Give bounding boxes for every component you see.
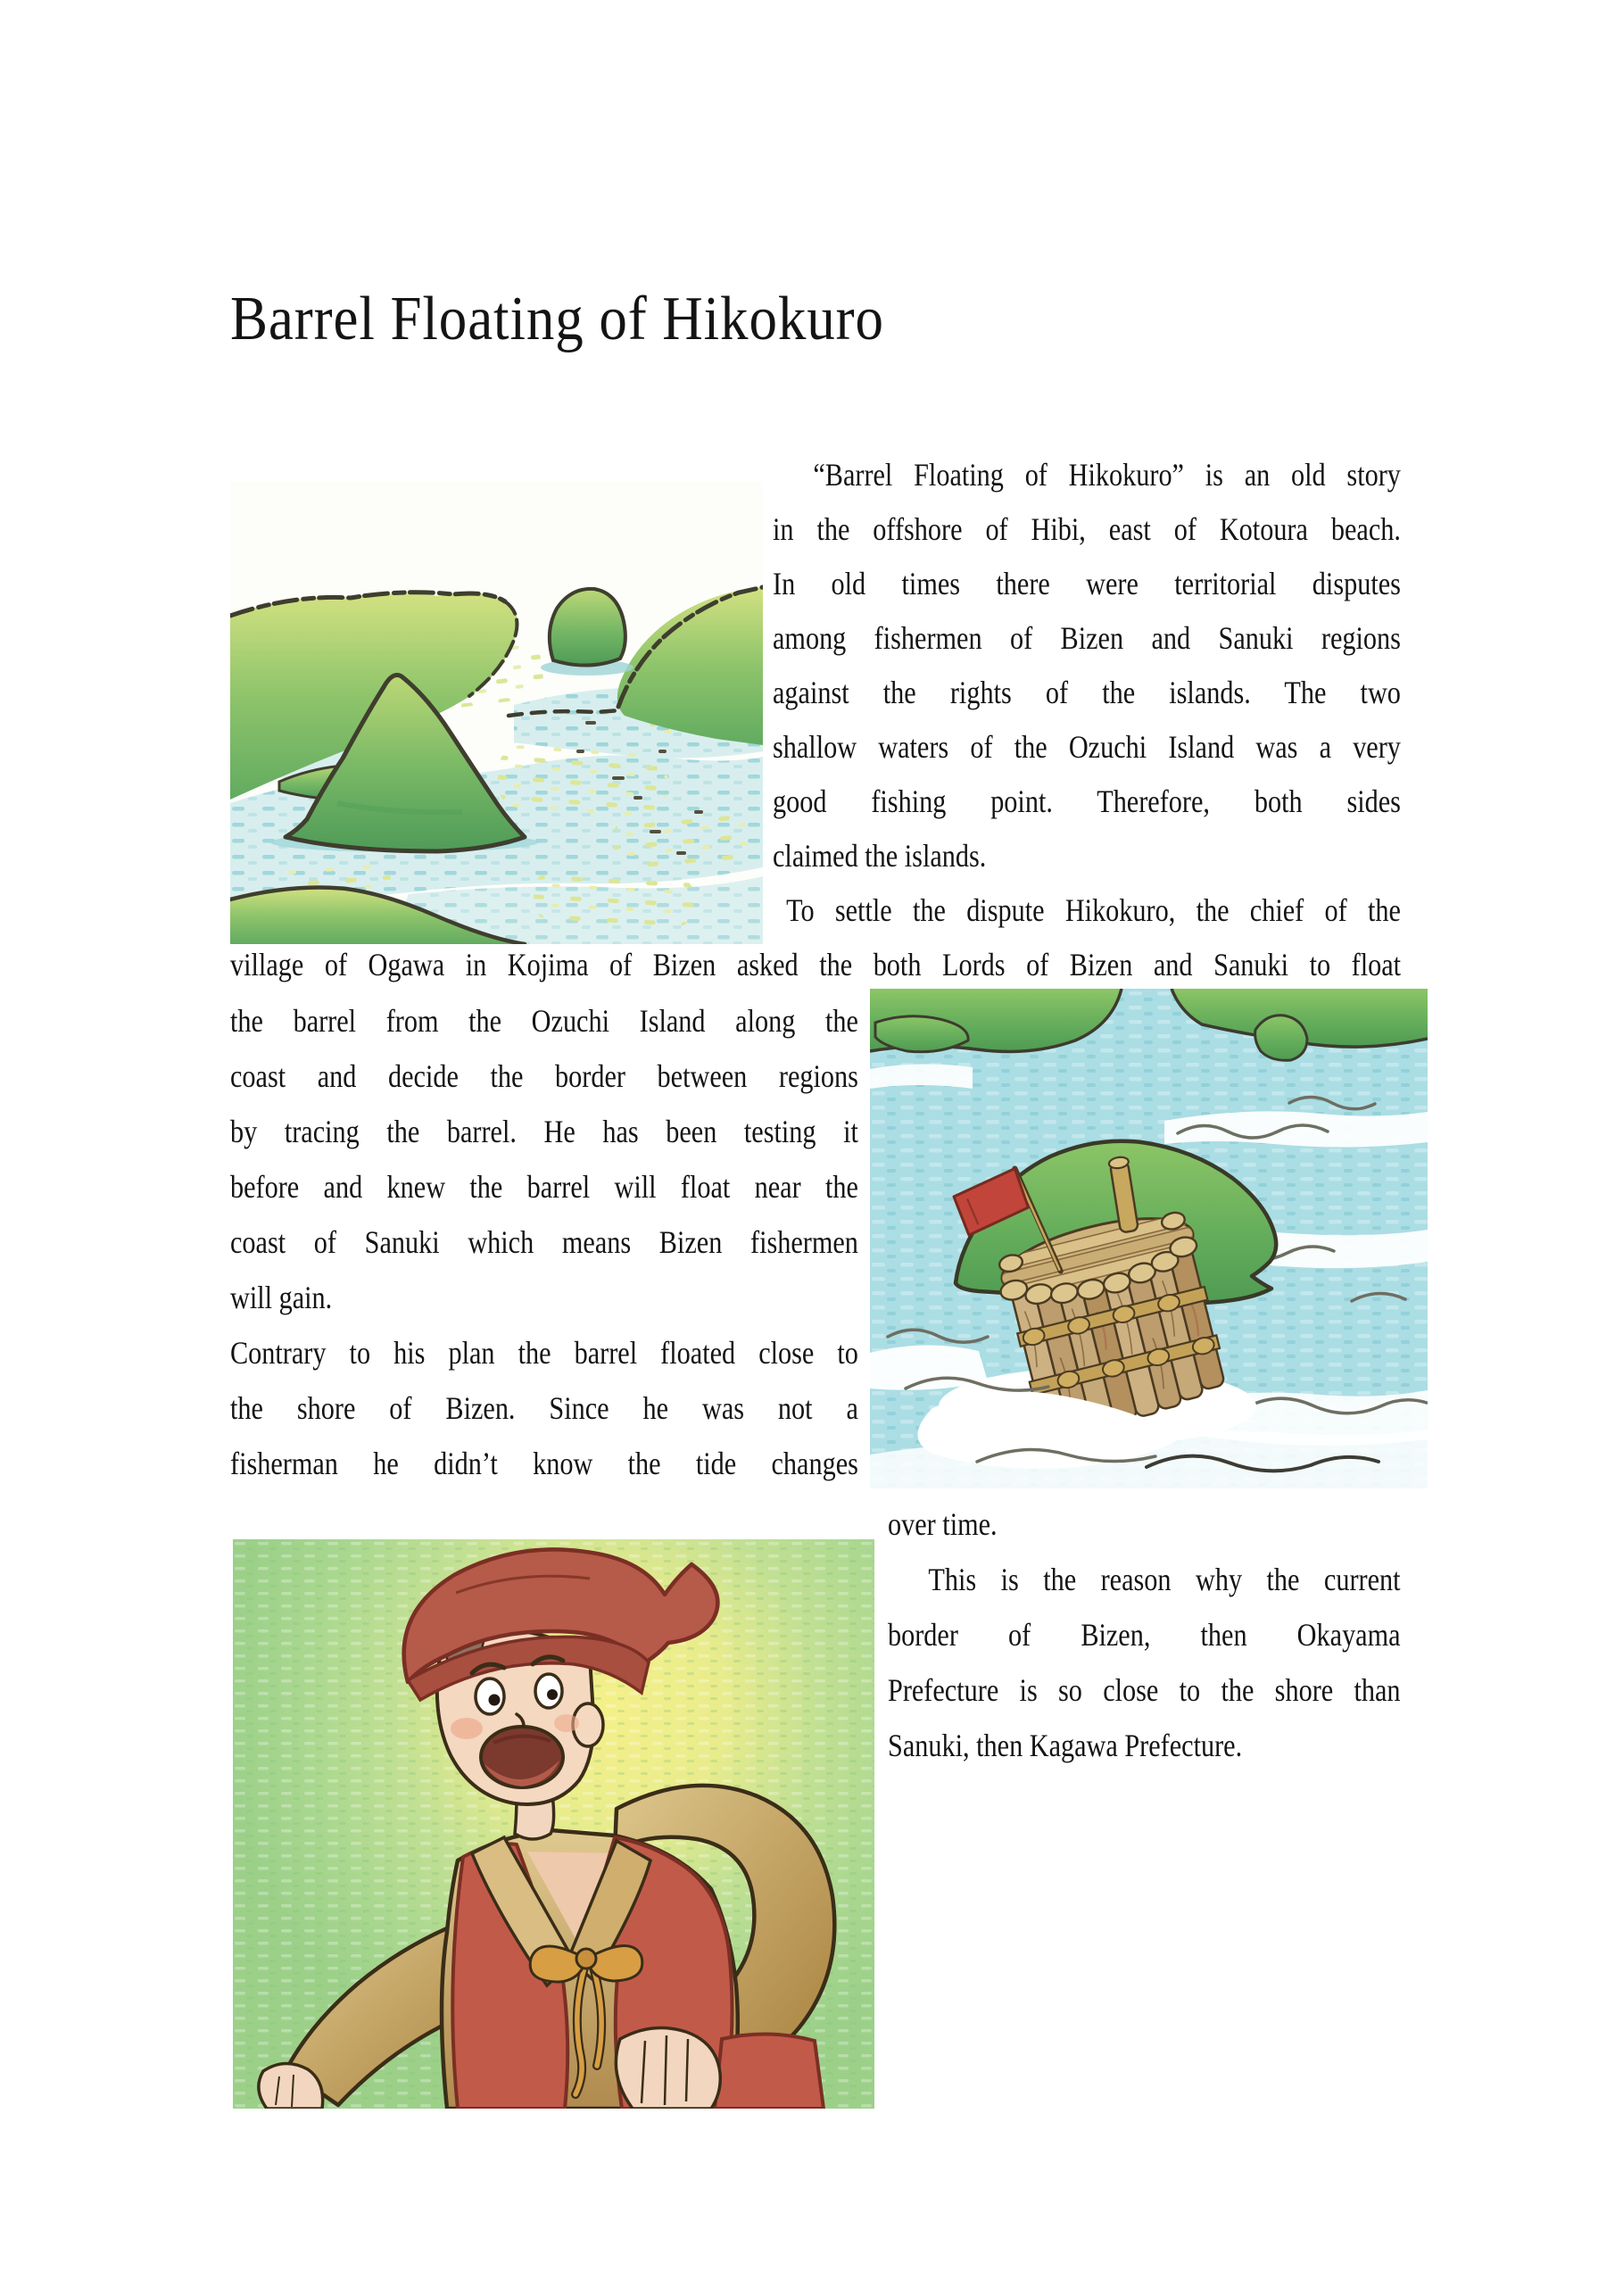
foam-left <box>870 1345 988 1389</box>
paragraph-bridge <box>230 937 1401 992</box>
text-line: shallow waters of the Ozuchi Island was a very <box>773 729 1401 765</box>
barrel-illustration <box>870 989 1428 1488</box>
text-line: village of Ogawa in Kojima of Bizen asked the both Lords of Bizen and Sanuki to float <box>230 947 1402 982</box>
text-line: Contrary to his plan the barrel floated close to <box>230 1335 858 1371</box>
seascape-illustration <box>230 482 763 944</box>
text-line: coast and decide the border between regions <box>230 1058 858 1094</box>
text-line: the barrel from the Ozuchi Island along the <box>230 1003 858 1039</box>
text-line: border of Bizen, then Okayama <box>888 1617 1401 1653</box>
paragraph-right <box>888 1496 1401 1773</box>
text-line: Prefecture is so close to the shore than <box>888 1672 1401 1708</box>
text-line: in the offshore of Hibi, east of Kotoura beach. <box>773 511 1401 547</box>
text-line: In old times there were territorial disputes <box>773 566 1401 601</box>
figure-hikokuro <box>233 1539 874 2109</box>
text-line: against the rights of the islands. The two <box>773 675 1401 710</box>
paragraph-intro <box>773 448 1401 938</box>
text-line: coast of Sanuki which means Bizen fishermen <box>230 1224 858 1260</box>
text-line: To settle the dispute Hikokuro, the chief of the <box>786 892 1401 928</box>
figure-seascape <box>230 482 763 944</box>
paragraph-left <box>230 993 858 1491</box>
text-line: Sanuki, then Kagawa Prefecture. <box>888 1728 1243 1763</box>
text-line: over time. <box>888 1506 998 1542</box>
text-line: claimed the islands. <box>773 838 987 874</box>
text-line: among fishermen of Bizen and Sanuki regions <box>773 620 1401 656</box>
text-line: fisherman he didn’t know the tide changes <box>230 1446 858 1481</box>
figure-barrel <box>870 989 1428 1488</box>
text-line: the shore of Bizen. Since he was not a <box>230 1390 858 1426</box>
hikokuro-illustration <box>233 1539 874 2109</box>
text-line: good fishing point. Therefore, both sides <box>773 783 1401 819</box>
text-line: by tracing the barrel. He has been testing it <box>230 1114 858 1149</box>
text-line: This is the reason why the current <box>928 1562 1401 1597</box>
text-line: before and knew the barrel will float near the <box>230 1169 858 1205</box>
text-line: will gain. <box>230 1280 333 1315</box>
text-line: “Barrel Floating of Hikokuro” is an old story <box>813 457 1401 493</box>
skirt <box>715 2034 824 2109</box>
page-title: Barrel Floating of Hikokuro <box>230 285 884 353</box>
